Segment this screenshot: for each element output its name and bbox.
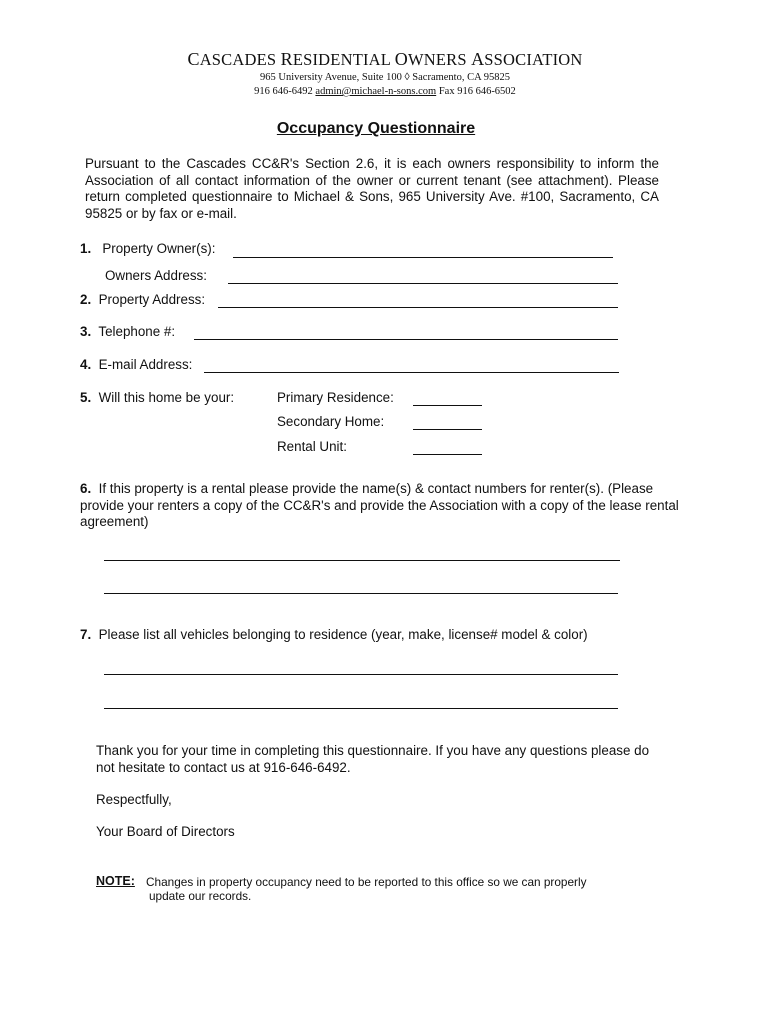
rental-unit-blank[interactable] bbox=[413, 454, 482, 455]
telephone-field[interactable] bbox=[194, 339, 618, 340]
question-number: 3. bbox=[80, 324, 92, 339]
fax-number: Fax 916 646-6502 bbox=[438, 86, 516, 97]
property-owner-field[interactable] bbox=[233, 257, 613, 258]
question-3 bbox=[80, 324, 175, 339]
question-label: Will this home be your: bbox=[98, 390, 235, 405]
org-word-initial: C bbox=[187, 49, 200, 69]
org-word-rest: ASCADES bbox=[199, 50, 281, 69]
closing-respectfully: Respectfully, bbox=[96, 792, 172, 807]
question-text: Please list all vehicles belonging to residence (year, make, license# model & color) bbox=[98, 627, 588, 642]
org-word-rest: WNERS bbox=[407, 50, 472, 69]
renter-info-line-1[interactable] bbox=[104, 560, 620, 561]
option-rental-unit: Rental Unit: bbox=[277, 439, 347, 454]
question-1 bbox=[80, 241, 215, 256]
org-word-initial: A bbox=[471, 49, 485, 69]
closing-signature: Your Board of Directors bbox=[96, 824, 235, 839]
question-number: 1. bbox=[80, 241, 92, 256]
owners-address-field[interactable] bbox=[228, 283, 618, 284]
note-text-line-2: update our records. bbox=[149, 889, 252, 903]
renter-info-line-2[interactable] bbox=[104, 593, 618, 594]
question-4 bbox=[80, 357, 192, 372]
question-label: Telephone #: bbox=[98, 324, 176, 339]
email-address-field[interactable] bbox=[204, 372, 619, 373]
question-number: 2. bbox=[80, 292, 92, 307]
question-number: 6. bbox=[80, 481, 92, 496]
question-number: 5. bbox=[80, 390, 92, 405]
question-2 bbox=[80, 292, 205, 307]
question-label: Property Address: bbox=[98, 292, 206, 307]
question-number: 7. bbox=[80, 627, 92, 642]
question-6 bbox=[80, 481, 680, 531]
question-number: 4. bbox=[80, 357, 92, 372]
question-label: Property Owner(s): bbox=[102, 241, 216, 256]
org-word-rest: SSOCIATION bbox=[484, 50, 583, 69]
secondary-home-blank[interactable] bbox=[413, 429, 482, 430]
vehicle-info-line-2[interactable] bbox=[104, 708, 618, 709]
form-title: Occupancy Questionnaire bbox=[276, 120, 476, 137]
property-address-field[interactable] bbox=[218, 307, 618, 308]
thank-you-text: Thank you for your time in completing this questionnaire. If you have any questions please do not hesitate to contact us at 916-646-6492. bbox=[96, 743, 650, 775]
option-secondary-home: Secondary Home: bbox=[277, 414, 385, 429]
question-text: If this property is a rental please provide the name(s) & contact numbers for renter(s). (Please provide your renters a copy of the CC&R's and provide the Association with a copy of the lease rental agreement) bbox=[80, 481, 679, 529]
question-label: E-mail Address: bbox=[98, 357, 193, 372]
email-link[interactable]: admin@michael-n-sons.com bbox=[315, 86, 437, 97]
owners-address-label: Owners Address: bbox=[105, 268, 207, 283]
phone-number: 916 646-6492 bbox=[254, 86, 313, 97]
primary-residence-blank[interactable] bbox=[413, 405, 482, 406]
organization-address: 965 University Avenue, Suite 100 ◊ Sacramento, CA 95825 bbox=[260, 72, 510, 83]
org-word-rest: ESIDENTIAL bbox=[292, 50, 395, 69]
note-label: NOTE: bbox=[96, 874, 135, 888]
option-primary-residence: Primary Residence: bbox=[277, 390, 394, 405]
intro-paragraph: Pursuant to the Cascades CC&R's Section 2.6, it is each owners responsibility to inform the Association of all contact information of the owner or current tenant (see attachment). Please return completed questionnaire to Michael & Sons, 965 University Ave. #100, Sacramento, CA 95825 or by fax or e-mail. bbox=[85, 156, 659, 221]
question-7 bbox=[80, 627, 588, 642]
organization-contact bbox=[0, 86, 770, 97]
note-text-line-1: Changes in property occupancy need to be reported to this office so we can properly bbox=[146, 875, 587, 889]
vehicle-info-line-1[interactable] bbox=[104, 674, 618, 675]
question-5 bbox=[80, 390, 234, 405]
org-word-initial: O bbox=[394, 49, 408, 69]
organization-name bbox=[0, 49, 770, 70]
org-word-initial: R bbox=[280, 49, 293, 69]
